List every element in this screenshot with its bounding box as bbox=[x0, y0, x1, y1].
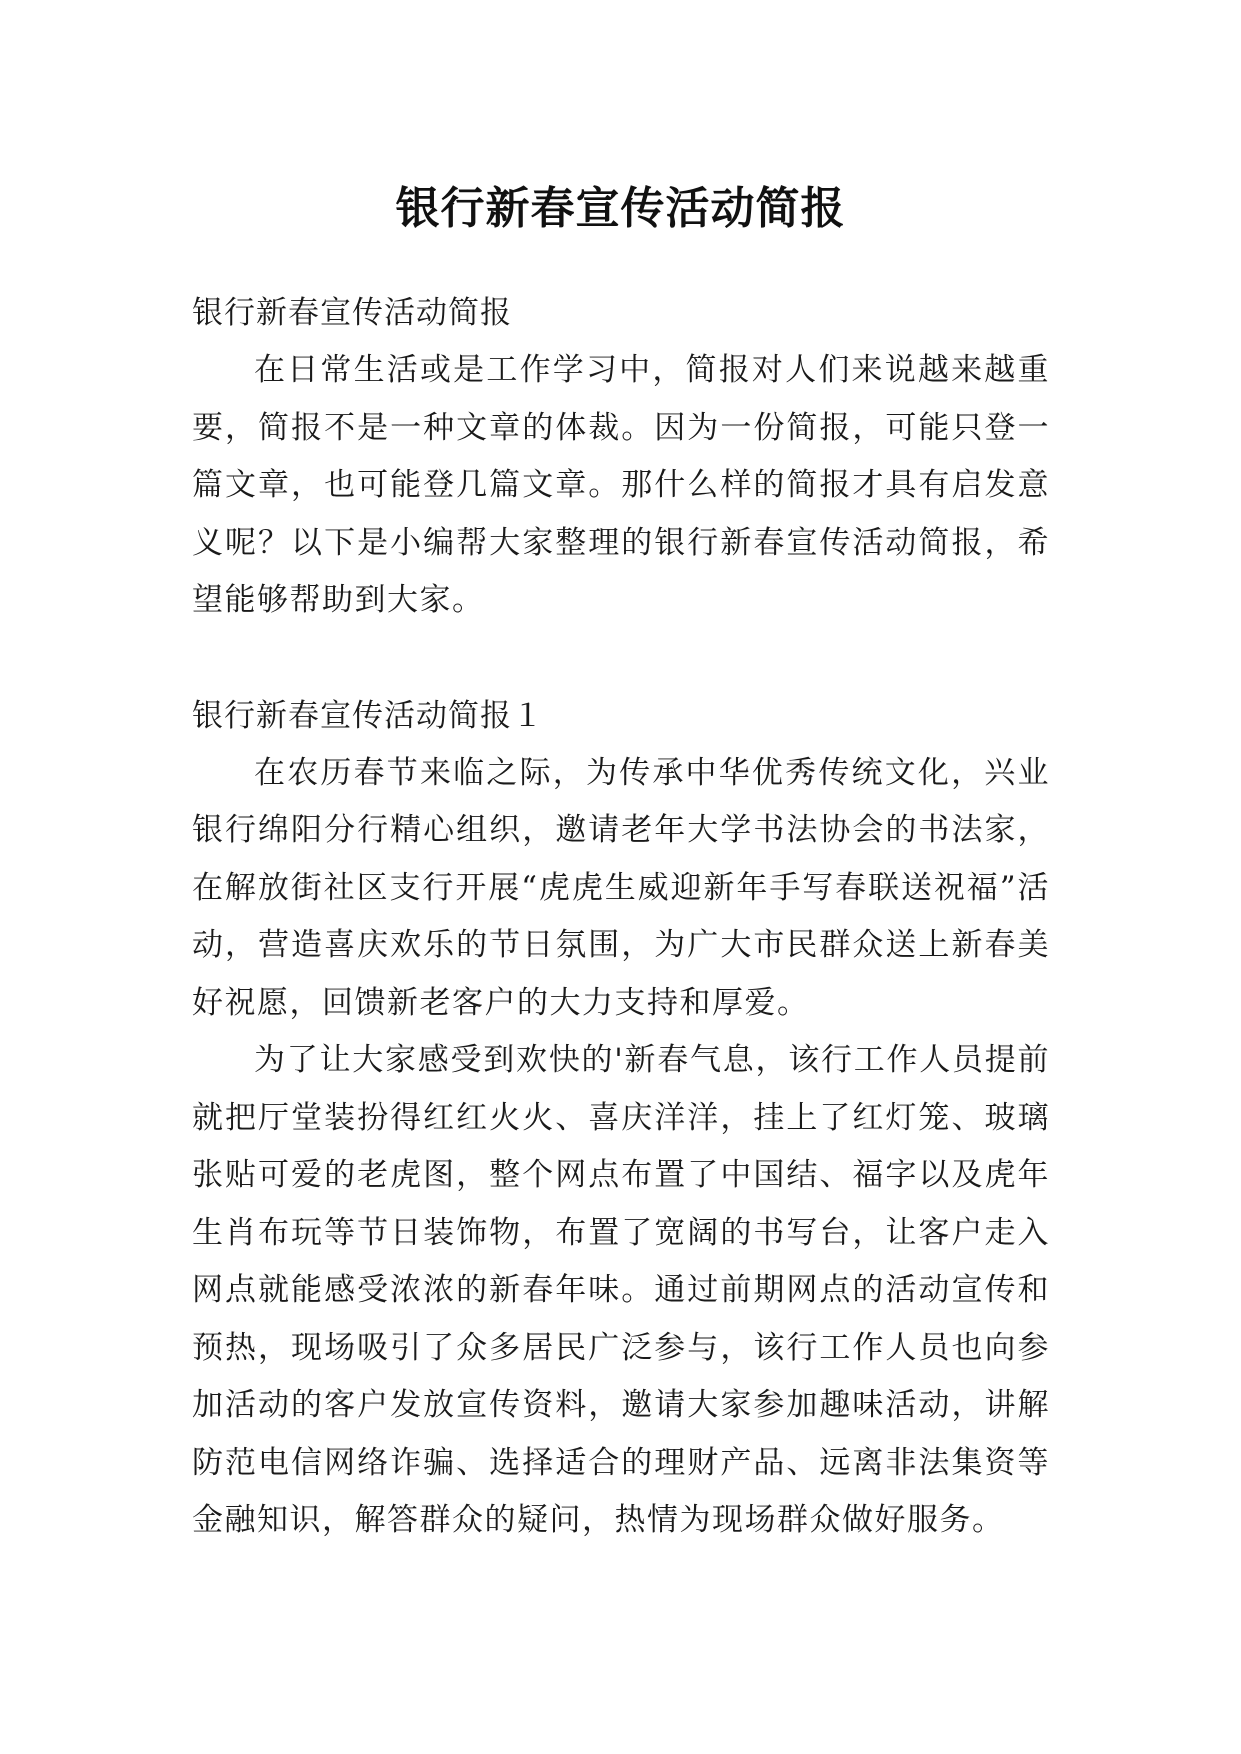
section-1-heading: 银行新春宣传活动简报１ bbox=[192, 697, 544, 734]
intro-heading: 银行新春宣传活动简报 bbox=[192, 295, 512, 331]
section-1-paragraph-2: 为了让大家感受到欢快的'新春气息，该行工作人员提前就把厅堂装扮得红红火火、喜庆洋洋，挂上了红灯笼、玻璃张贴可爱的老虎图，整个网点布置了中国结、福字以及虎年生肖布玩等节日装饰物，布置了宽阔的书写台，让客户走入网点就能感受浓浓的新春年味。通过前期网点的活动宣传和预热，现场吸引了众多居民广泛参与，该行工作人员也向参加活动的客户发放宣传资料，邀请大家参加趣味活动，讲解防范电信网络诈骗、选择适合的理财产品、远离非法集资等金融知识，解答群众的疑问，热情为现场群众做好服务。 bbox=[192, 1042, 1050, 1538]
document-title: 银行新春宣传活动简报 bbox=[395, 183, 846, 235]
document-body bbox=[192, 284, 1050, 1550]
section-spacer bbox=[192, 630, 1050, 687]
section-1-paragraph-1: 在农历春节来临之际，为传承中华优秀传统文化，兴业银行绵阳分行精心组织，邀请老年大学书法协会的书法家，在解放街社区支行开展“虎虎生威迎新年手写春联送祝福”活动，营造喜庆欢乐的节日氛围，为广大市民群众送上新春美好祝愿，回馈新老客户的大力支持和厚爱。 bbox=[192, 754, 1050, 1021]
intro-paragraph: 在日常生活或是工作学习中，简报对人们来说越来越重要，简报不是一种文章的体裁。因为一份简报，可能只登一篇文章，也可能登几篇文章。那什么样的简报才具有启发意义呢？以下是小编帮大家整理的银行新春宣传活动简报，希望能够帮助到大家。 bbox=[192, 352, 1050, 618]
